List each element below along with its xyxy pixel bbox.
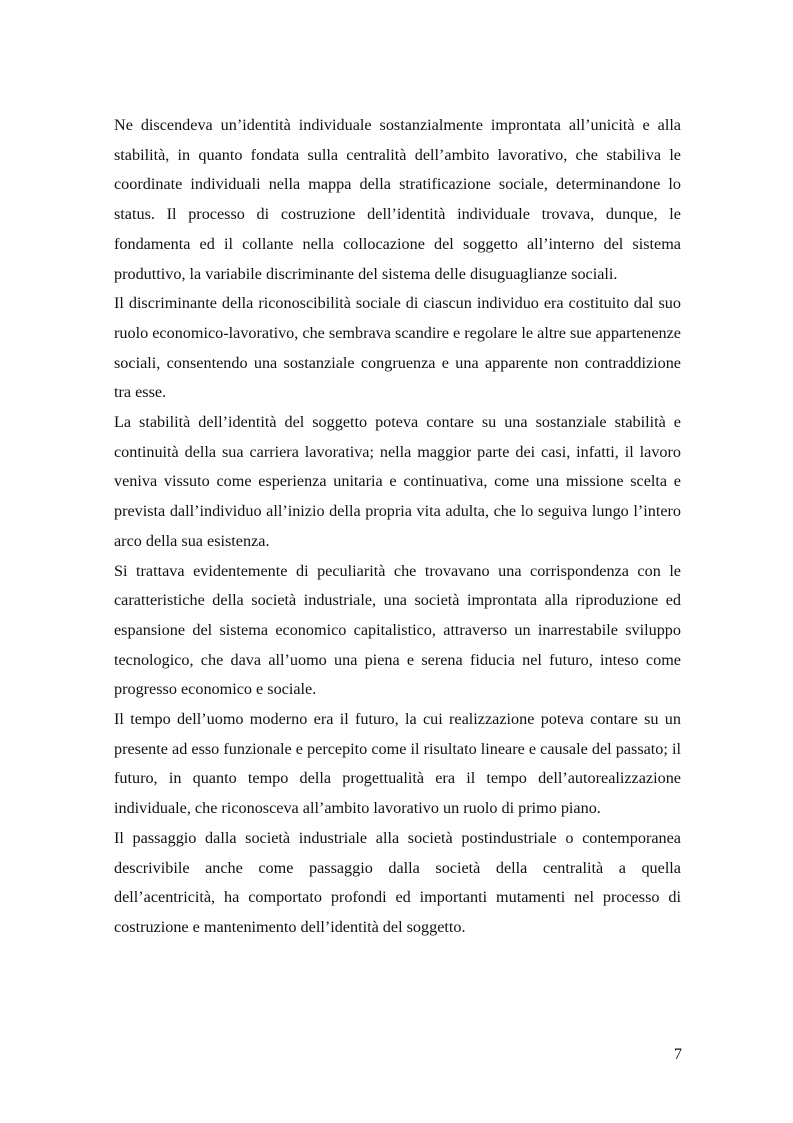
body-text xyxy=(114,111,681,943)
paragraph-1: Ne discendeva un’identità individuale sostanzialmente improntata all’unicità e alla stabilità, in quanto fondata sulla centralità dell’ambito lavorativo, che stabiliva le coordinate individuali nella mappa della stratificazione sociale, determinandone lo status. Il processo di costruzione dell’identità individuale trovava, dunque, le fondamenta ed il collante nella collocazione del soggetto all’interno del sistema produttivo, la variabile discriminante del sistema delle disuguaglianze sociali. xyxy=(114,116,681,283)
paragraph-3: La stabilità dell’identità del soggetto poteva contare su una sostanziale stabilità e continuità della sua carriera lavorativa; nella maggior parte dei casi, infatti, il lavoro veniva vissuto come esperienza unitaria e continuativa, come una missione scelta e prevista dall’individuo all’inizio della propria vita adulta, che lo seguiva lungo l’intero arco della sua esistenza. xyxy=(114,413,681,550)
page-number: 7 xyxy=(673,1045,682,1063)
paragraph-6: Il passaggio dalla società industriale alla società postindustriale o contemporanea descrivibile anche come passaggio dalla società della centralità a quella dell’acentricità, ha comportato profondi ed importanti mutamenti nel processo di costruzione e mantenimento dell’identità del soggetto. xyxy=(114,828,681,936)
paragraph-5: Il tempo dell’uomo moderno era il futuro, la cui realizzazione poteva contare su un presente ad esso funzionale e percepito come il risultato lineare e causale del passato; il futuro, in quanto tempo della progettualità era il tempo dell’autorealizzazione individuale, che riconosceva all’ambito lavorativo un ruolo di primo piano. xyxy=(114,710,681,818)
paragraph-4: Si trattava evidentemente di peculiarità che trovavano una corrispondenza con le caratteristiche della società industriale, una società improntata alla riproduzione ed espansione del sistema economico capitalistico, attraverso un inarrestabile sviluppo tecnologico, che dava all’uomo una piena e serena fiducia nel futuro, inteso come progresso economico e sociale. xyxy=(114,561,681,699)
paragraph-2: Il discriminante della riconoscibilità sociale di ciascun individuo era costituito dal suo ruolo economico-lavorativo, che sembrava scandire e regolare le altre sue appartenenze sociali, consentendo una sostanziale congruenza e una apparente non contraddizione tra esse. xyxy=(114,294,681,402)
